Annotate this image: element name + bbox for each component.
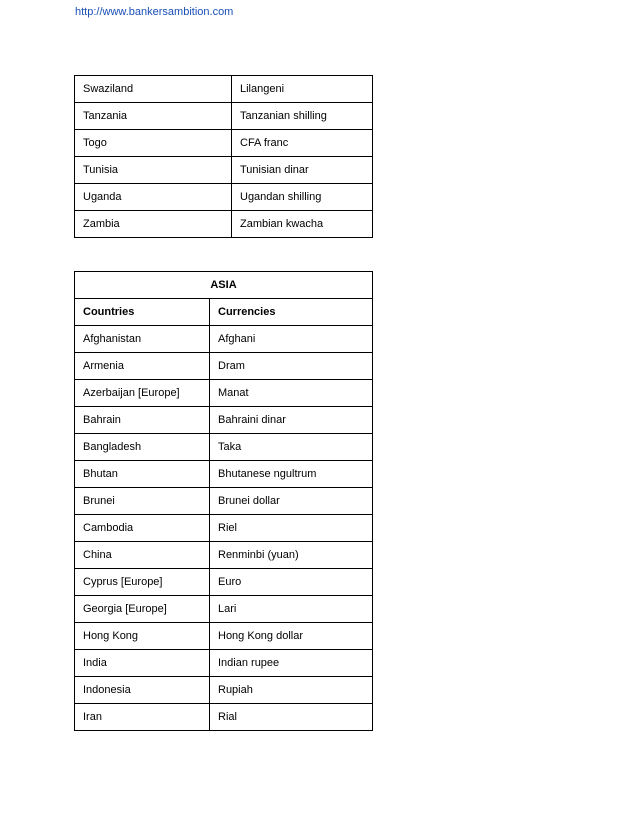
currency-cell: Rial	[210, 704, 373, 731]
currency-cell: Bhutanese ngultrum	[210, 461, 373, 488]
table-row	[75, 542, 373, 569]
table-row	[75, 704, 373, 731]
currency-cell: CFA franc	[232, 130, 373, 157]
country-cell: Togo	[75, 130, 232, 157]
currency-cell: Riel	[210, 515, 373, 542]
country-cell: Iran	[75, 704, 210, 731]
table-row	[75, 650, 373, 677]
country-cell: Brunei	[75, 488, 210, 515]
country-cell: Cyprus [Europe]	[75, 569, 210, 596]
currency-cell: Ugandan shilling	[232, 184, 373, 211]
currency-cell: Zambian kwacha	[232, 211, 373, 238]
table-row	[75, 677, 373, 704]
currencies-column-header: Currencies	[210, 299, 373, 326]
country-cell: Bhutan	[75, 461, 210, 488]
table-row	[75, 157, 373, 184]
asia-table-body	[75, 326, 373, 731]
africa-currency-table	[74, 75, 373, 238]
currency-cell: Afghani	[210, 326, 373, 353]
table-row	[75, 623, 373, 650]
asia-currency-table	[74, 271, 373, 731]
country-cell: Swaziland	[75, 76, 232, 103]
country-cell: China	[75, 542, 210, 569]
country-cell: Tunisia	[75, 157, 232, 184]
region-title: ASIA	[75, 272, 373, 299]
header-url-link[interactable]: http://www.bankersambition.com	[75, 6, 234, 18]
region-header-row	[75, 272, 373, 299]
currency-cell: Lari	[210, 596, 373, 623]
table-row	[75, 596, 373, 623]
currency-cell: Renminbi (yuan)	[210, 542, 373, 569]
table-row	[75, 353, 373, 380]
currency-cell: Bahraini dinar	[210, 407, 373, 434]
country-cell: Bahrain	[75, 407, 210, 434]
country-cell: Afghanistan	[75, 326, 210, 353]
table-row	[75, 103, 373, 130]
currency-cell: Indian rupee	[210, 650, 373, 677]
country-cell: Uganda	[75, 184, 232, 211]
table-row	[75, 326, 373, 353]
africa-table-body	[75, 76, 373, 238]
currency-cell: Taka	[210, 434, 373, 461]
table-row	[75, 461, 373, 488]
table-row	[75, 380, 373, 407]
country-cell: Bangladesh	[75, 434, 210, 461]
table-row	[75, 407, 373, 434]
table-row	[75, 488, 373, 515]
table-row	[75, 211, 373, 238]
currency-cell: Euro	[210, 569, 373, 596]
country-cell: Tanzania	[75, 103, 232, 130]
country-cell: Indonesia	[75, 677, 210, 704]
country-cell: Hong Kong	[75, 623, 210, 650]
countries-column-header: Countries	[75, 299, 210, 326]
country-cell: Cambodia	[75, 515, 210, 542]
country-cell: Zambia	[75, 211, 232, 238]
table-row	[75, 184, 373, 211]
currency-cell: Rupiah	[210, 677, 373, 704]
country-cell: Armenia	[75, 353, 210, 380]
table-row	[75, 76, 373, 103]
currency-cell: Hong Kong dollar	[210, 623, 373, 650]
currency-cell: Brunei dollar	[210, 488, 373, 515]
currency-cell: Lilangeni	[232, 76, 373, 103]
country-cell: Azerbaijan [Europe]	[75, 380, 210, 407]
country-cell: India	[75, 650, 210, 677]
table-row	[75, 515, 373, 542]
currency-cell: Manat	[210, 380, 373, 407]
table-row	[75, 130, 373, 157]
column-header-row	[75, 299, 373, 326]
currency-cell: Tunisian dinar	[232, 157, 373, 184]
currency-cell: Tanzanian shilling	[232, 103, 373, 130]
table-row	[75, 569, 373, 596]
currency-cell: Dram	[210, 353, 373, 380]
table-row	[75, 434, 373, 461]
country-cell: Georgia [Europe]	[75, 596, 210, 623]
